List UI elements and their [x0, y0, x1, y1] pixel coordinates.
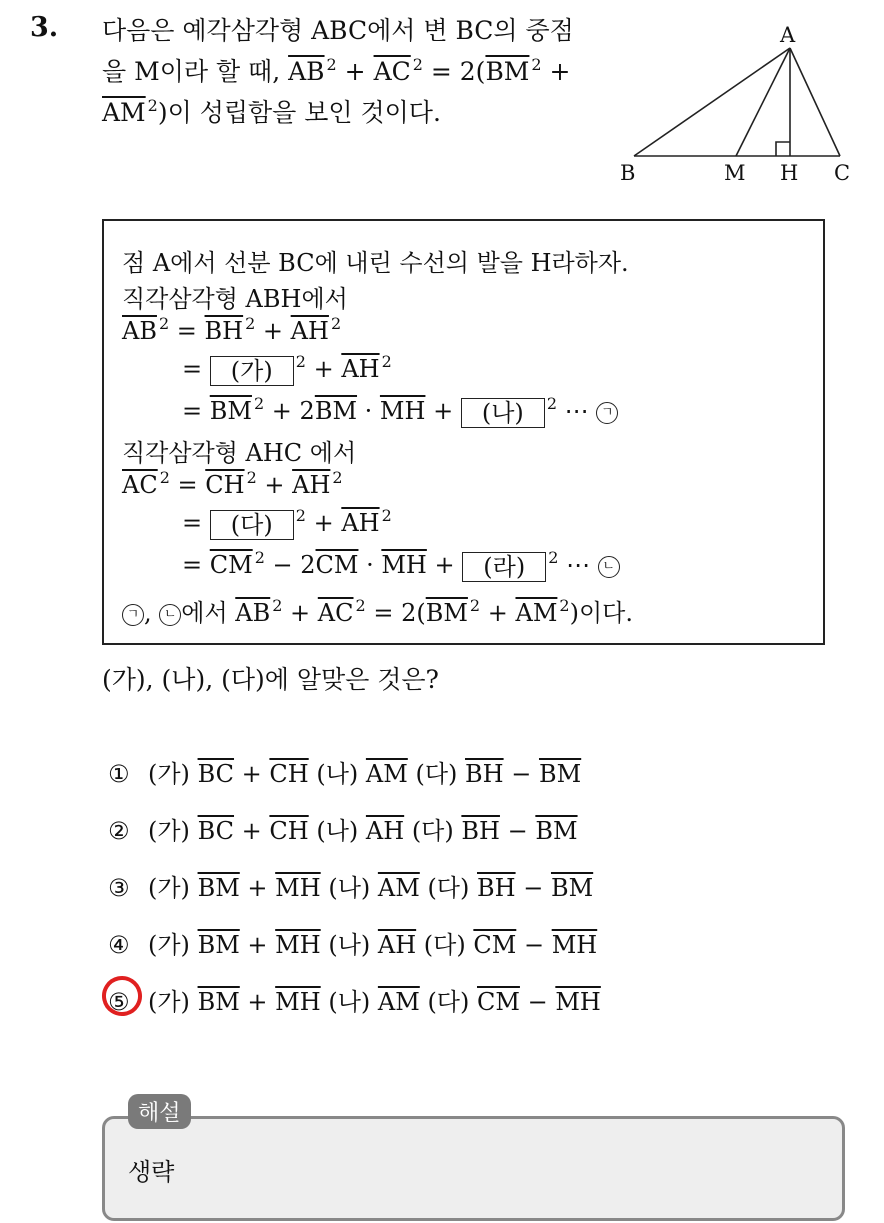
problem-number: 3.: [30, 12, 59, 43]
blank-ra: (라): [462, 552, 546, 582]
proof-line-9: = $\overline{CM}$ $^2 - 2\overline{CM} \cdot \overline{MH}$ + (라) $^2$ ⋯ ㄴ: [182, 551, 620, 582]
choice-5[interactable]: ⑤ (가) $\overline{BM} + \overline{MH}$ (나) $\overline{AM}$ (다) $\overline{CM} - \overline{MH}$: [108, 988, 601, 1016]
question-text: (가), (나), (다)에 알맞은 것은?: [102, 665, 439, 694]
proof-line-5: = $\overline{BM}$ $^2 + 2\overline{BM} \cdot \overline{MH}$ + (나) $^2$ ⋯ ㄱ: [182, 397, 618, 428]
vertex-label-b: B: [620, 161, 636, 185]
proof-line-1: 점 A에서 선분 BC에 내린 수선의 발을 H라하자.: [122, 249, 629, 277]
point-label-h: H: [780, 161, 799, 185]
side-ab: [634, 48, 790, 156]
median-am: [736, 48, 790, 156]
prompt-line-3: $\overline{AM}$ $^2$)이 성립함을 보인 것이다.: [102, 96, 441, 127]
choice-2[interactable]: ② (가) $\overline{BC} + \overline{CH}$ (나) $\overline{AH}$ (다) $\overline{BH} - \overline{BM}$: [108, 817, 578, 845]
proof-box: [102, 219, 825, 645]
blank-ga: (가): [210, 356, 294, 386]
blank-na: (나): [461, 398, 545, 428]
circled-nieun: ㄴ: [598, 556, 620, 578]
choice-number: ③: [108, 874, 130, 902]
prompt-line-2: 을 M이라 할 때, $\overline{AB}$ $^2 + \overline{AC}$ $^2 = 2(\overline{BM}$ $^2$ +: [102, 55, 571, 86]
choice-number: ⑤: [108, 988, 130, 1016]
proof-line-4: = (가) $^2 + \overline{AH}$ $^2$: [182, 352, 392, 385]
vertex-label-a: A: [780, 23, 796, 47]
proof-line-6: 직각삼각형 AHC 에서: [122, 439, 357, 467]
circled-giyeok: ㄱ: [596, 402, 618, 424]
blank-da: (다): [210, 510, 294, 540]
point-label-m: M: [724, 161, 746, 185]
choice-number: ④: [108, 931, 130, 959]
choice-3[interactable]: ③ (가) $\overline{BM} + \overline{MH}$ (나) $\overline{AM}$ (다) $\overline{BH} - \overline{BM}$: [108, 874, 594, 902]
explanation-text: 생략: [128, 1158, 175, 1186]
explanation-tag: 해설: [128, 1094, 191, 1129]
choice-number: ②: [108, 817, 130, 845]
problem-prompt: [102, 10, 602, 133]
proof-line-10: ㄱ , ㄴ 에서 $\overline{AB}$ $^2 + \overline{AC}$ $^2 = 2(\overline{BM}$ $^2 + \overline{AM}$ $^2$)이다.: [122, 593, 633, 628]
side-ac: [790, 48, 840, 156]
choice-1[interactable]: ① (가) $\overline{BC} + \overline{CH}$ (나) $\overline{AM}$ (다) $\overline{BH} - \overline{BM}$: [108, 760, 582, 788]
right-angle-mark: [776, 142, 790, 156]
choice-number: ①: [108, 760, 130, 788]
prompt-line-1: 다음은 예각삼각형 ABC에서 변 BC의 중점: [102, 16, 574, 45]
proof-line-2: 직각삼각형 ABH에서: [122, 285, 348, 313]
vertex-label-c: C: [834, 161, 851, 185]
triangle-figure: [608, 18, 858, 188]
proof-line-7: $\overline{AC}$ $^2 = \overline{CH}$ $^2 + \overline{AH}$ $^2$: [122, 468, 343, 499]
choice-4[interactable]: ④ (가) $\overline{BM} + \overline{MH}$ (나) $\overline{AH}$ (다) $\overline{CM} - \overline{MH}$: [108, 931, 598, 959]
proof-line-3: $\overline{AB}$ $^2 = \overline{BH}$ $^2 + \overline{AH}$ $^2$: [122, 314, 342, 345]
proof-line-8: = (다) $^2 + \overline{AH}$ $^2$: [182, 506, 392, 539]
explanation-box: [102, 1116, 845, 1221]
